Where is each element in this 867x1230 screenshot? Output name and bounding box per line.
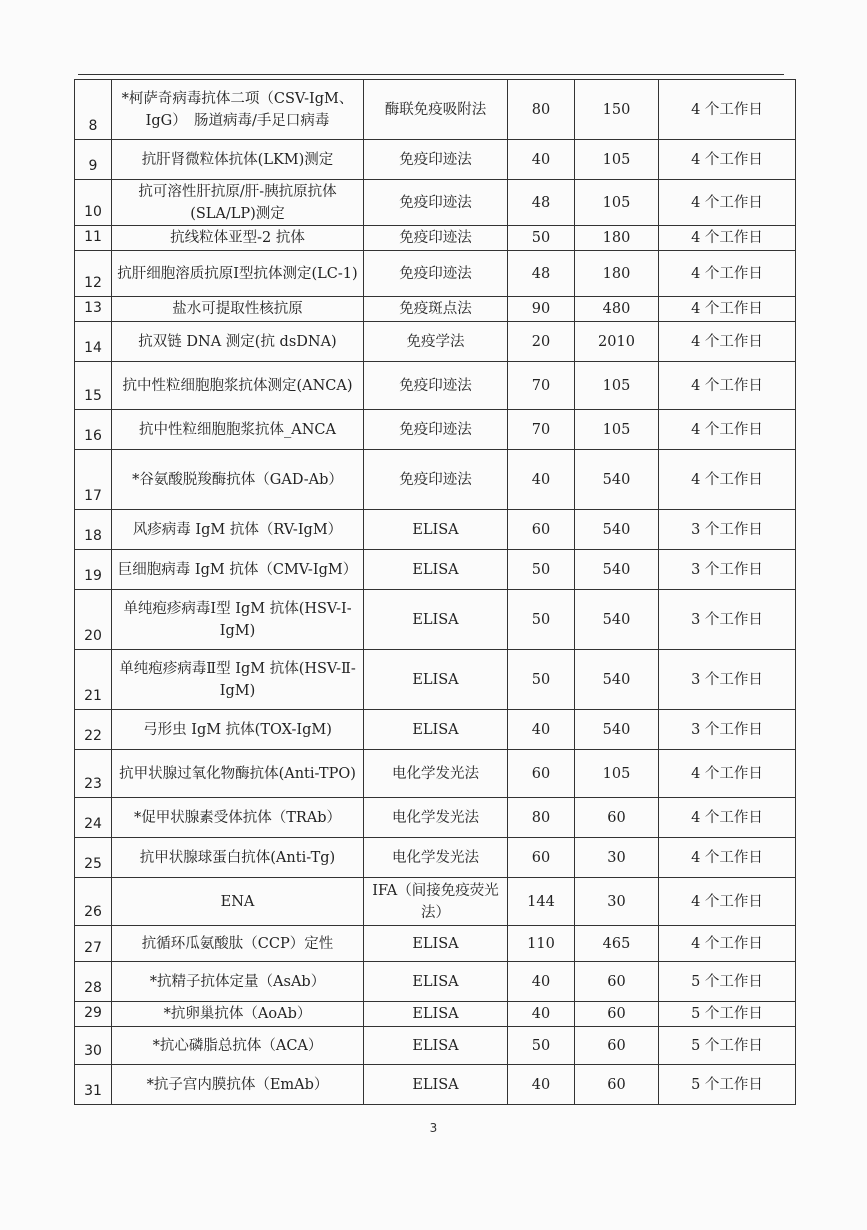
sample-count: 40 <box>508 450 575 510</box>
sample-count: 60 <box>508 838 575 878</box>
row-number: 8 <box>75 80 112 140</box>
turnaround-time: 4 个工作日 <box>659 322 796 362</box>
table-row <box>75 750 796 798</box>
price: 30 <box>575 878 659 926</box>
test-name: 抗可溶性肝抗原/肝-胰抗原抗体(SLA/LP)测定 <box>112 180 364 226</box>
table-row <box>75 878 796 926</box>
test-name: 单纯疱疹病毒Ⅰ型 IgM 抗体(HSV-Ⅰ-IgM) <box>112 590 364 650</box>
test-name: ENA <box>112 878 364 926</box>
test-method: ELISA <box>364 550 508 590</box>
row-number: 15 <box>75 362 112 410</box>
turnaround-time: 3 个工作日 <box>659 650 796 710</box>
row-number: 11 <box>75 226 112 251</box>
price: 60 <box>575 1027 659 1065</box>
test-name: 抗肝细胞溶质抗原Ⅰ型抗体测定(LC-1) <box>112 251 364 297</box>
table-row <box>75 838 796 878</box>
test-method: IFA（间接免疫荧光法） <box>364 878 508 926</box>
turnaround-time: 4 个工作日 <box>659 362 796 410</box>
price: 540 <box>575 590 659 650</box>
sample-count: 20 <box>508 322 575 362</box>
test-method: ELISA <box>364 590 508 650</box>
sample-count: 50 <box>508 226 575 251</box>
test-method: ELISA <box>364 962 508 1002</box>
test-name: 巨细胞病毒 IgM 抗体（CMV-IgM） <box>112 550 364 590</box>
row-number: 19 <box>75 550 112 590</box>
test-name: *促甲状腺素受体抗体（TRAb） <box>112 798 364 838</box>
sample-count: 40 <box>508 962 575 1002</box>
test-method: ELISA <box>364 710 508 750</box>
row-number: 21 <box>75 650 112 710</box>
price: 105 <box>575 140 659 180</box>
sample-count: 60 <box>508 750 575 798</box>
test-name: 抗双链 DNA 测定(抗 dsDNA) <box>112 322 364 362</box>
sample-count: 70 <box>508 410 575 450</box>
turnaround-time: 4 个工作日 <box>659 926 796 962</box>
price: 540 <box>575 550 659 590</box>
test-method: ELISA <box>364 1002 508 1027</box>
table-row <box>75 962 796 1002</box>
row-number: 29 <box>75 1002 112 1027</box>
row-number: 27 <box>75 926 112 962</box>
table-row <box>75 1027 796 1065</box>
turnaround-time: 3 个工作日 <box>659 590 796 650</box>
turnaround-time: 5 个工作日 <box>659 1065 796 1105</box>
test-name: 风疹病毒 IgM 抗体（RV-IgM） <box>112 510 364 550</box>
price: 180 <box>575 226 659 251</box>
turnaround-time: 4 个工作日 <box>659 410 796 450</box>
turnaround-time: 4 个工作日 <box>659 80 796 140</box>
table-row <box>75 297 796 322</box>
test-name: 抗肝肾微粒体抗体(LKM)测定 <box>112 140 364 180</box>
price: 150 <box>575 80 659 140</box>
sample-count: 70 <box>508 362 575 410</box>
table-row <box>75 1002 796 1027</box>
price: 60 <box>575 1065 659 1105</box>
price: 60 <box>575 962 659 1002</box>
test-method: 免疫印迹法 <box>364 362 508 410</box>
test-method: ELISA <box>364 650 508 710</box>
test-name: 抗线粒体亚型-2 抗体 <box>112 226 364 251</box>
table-row <box>75 450 796 510</box>
table-row <box>75 510 796 550</box>
page-number: 3 <box>429 1121 438 1135</box>
test-method: 电化学发光法 <box>364 750 508 798</box>
row-number: 14 <box>75 322 112 362</box>
price: 105 <box>575 180 659 226</box>
turnaround-time: 4 个工作日 <box>659 140 796 180</box>
test-method: 电化学发光法 <box>364 798 508 838</box>
turnaround-time: 4 个工作日 <box>659 838 796 878</box>
test-method: ELISA <box>364 510 508 550</box>
turnaround-time: 4 个工作日 <box>659 878 796 926</box>
turnaround-time: 4 个工作日 <box>659 750 796 798</box>
test-name: 单纯疱疹病毒Ⅱ型 IgM 抗体(HSV-Ⅱ-IgM) <box>112 650 364 710</box>
test-method: 免疫印迹法 <box>364 251 508 297</box>
table-row <box>75 251 796 297</box>
turnaround-time: 3 个工作日 <box>659 510 796 550</box>
test-name: *抗卵巢抗体（AoAb） <box>112 1002 364 1027</box>
price: 540 <box>575 650 659 710</box>
test-method: 免疫印迹法 <box>364 410 508 450</box>
sample-count: 48 <box>508 251 575 297</box>
test-name: 抗循环瓜氨酸肽（CCP）定性 <box>112 926 364 962</box>
test-name: 抗中性粒细胞胞浆抗体测定(ANCA) <box>112 362 364 410</box>
sample-count: 110 <box>508 926 575 962</box>
turnaround-time: 4 个工作日 <box>659 297 796 322</box>
test-method: 免疫印迹法 <box>364 450 508 510</box>
turnaround-time: 4 个工作日 <box>659 180 796 226</box>
test-method: 酶联免疫吸附法 <box>364 80 508 140</box>
price: 2010 <box>575 322 659 362</box>
table-row <box>75 362 796 410</box>
table-row <box>75 226 796 251</box>
test-method: ELISA <box>364 1065 508 1105</box>
test-method: ELISA <box>364 1027 508 1065</box>
price: 480 <box>575 297 659 322</box>
price: 60 <box>575 1002 659 1027</box>
sample-count: 40 <box>508 140 575 180</box>
row-number: 16 <box>75 410 112 450</box>
turnaround-time: 5 个工作日 <box>659 962 796 1002</box>
price: 105 <box>575 750 659 798</box>
row-number: 28 <box>75 962 112 1002</box>
test-method: 免疫印迹法 <box>364 226 508 251</box>
sample-count: 48 <box>508 180 575 226</box>
test-name: *抗精子抗体定量（AsAb） <box>112 962 364 1002</box>
header-rule <box>78 74 784 75</box>
price: 540 <box>575 510 659 550</box>
turnaround-time: 4 个工作日 <box>659 798 796 838</box>
test-method: 电化学发光法 <box>364 838 508 878</box>
sample-count: 40 <box>508 1065 575 1105</box>
row-number: 26 <box>75 878 112 926</box>
sample-count: 50 <box>508 650 575 710</box>
price: 465 <box>575 926 659 962</box>
price: 540 <box>575 710 659 750</box>
turnaround-time: 4 个工作日 <box>659 251 796 297</box>
table-row <box>75 798 796 838</box>
turnaround-time: 3 个工作日 <box>659 710 796 750</box>
row-number: 17 <box>75 450 112 510</box>
row-number: 31 <box>75 1065 112 1105</box>
price: 180 <box>575 251 659 297</box>
row-number: 13 <box>75 297 112 322</box>
test-method: 免疫印迹法 <box>364 140 508 180</box>
sample-count: 90 <box>508 297 575 322</box>
sample-count: 144 <box>508 878 575 926</box>
test-name: 抗甲状腺球蛋白抗体(Anti-Tg) <box>112 838 364 878</box>
turnaround-time: 4 个工作日 <box>659 450 796 510</box>
sample-count: 80 <box>508 798 575 838</box>
row-number: 30 <box>75 1027 112 1065</box>
test-method: 免疫学法 <box>364 322 508 362</box>
test-method: ELISA <box>364 926 508 962</box>
table-row <box>75 410 796 450</box>
row-number: 25 <box>75 838 112 878</box>
test-name: 弓形虫 IgM 抗体(TOX-IgM) <box>112 710 364 750</box>
row-number: 23 <box>75 750 112 798</box>
price: 30 <box>575 838 659 878</box>
table-row <box>75 590 796 650</box>
test-name: 盐水可提取性核抗原 <box>112 297 364 322</box>
row-number: 9 <box>75 140 112 180</box>
table-row <box>75 322 796 362</box>
price: 60 <box>575 798 659 838</box>
table-row <box>75 1065 796 1105</box>
test-name: 抗中性粒细胞胞浆抗体_ANCA <box>112 410 364 450</box>
turnaround-time: 3 个工作日 <box>659 550 796 590</box>
test-items-table <box>74 79 796 1105</box>
test-method: 免疫印迹法 <box>364 180 508 226</box>
test-name: 抗甲状腺过氧化物酶抗体(Anti-TPO) <box>112 750 364 798</box>
price: 540 <box>575 450 659 510</box>
test-name: *谷氨酸脱羧酶抗体（GAD-Ab） <box>112 450 364 510</box>
table-row <box>75 180 796 226</box>
test-method: 免疫斑点法 <box>364 297 508 322</box>
row-number: 10 <box>75 180 112 226</box>
turnaround-time: 5 个工作日 <box>659 1002 796 1027</box>
row-number: 24 <box>75 798 112 838</box>
table-row <box>75 710 796 750</box>
row-number: 12 <box>75 251 112 297</box>
sample-count: 40 <box>508 1002 575 1027</box>
sample-count: 50 <box>508 590 575 650</box>
sample-count: 40 <box>508 710 575 750</box>
sample-count: 50 <box>508 1027 575 1065</box>
table-row <box>75 926 796 962</box>
table-row <box>75 140 796 180</box>
table-row <box>75 650 796 710</box>
sample-count: 50 <box>508 550 575 590</box>
price: 105 <box>575 410 659 450</box>
sample-count: 60 <box>508 510 575 550</box>
table-row <box>75 80 796 140</box>
test-name: *抗心磷脂总抗体（ACA） <box>112 1027 364 1065</box>
price: 105 <box>575 362 659 410</box>
turnaround-time: 4 个工作日 <box>659 226 796 251</box>
sample-count: 80 <box>508 80 575 140</box>
row-number: 18 <box>75 510 112 550</box>
table-row <box>75 550 796 590</box>
row-number: 20 <box>75 590 112 650</box>
test-name: *抗子宫内膜抗体（EmAb） <box>112 1065 364 1105</box>
turnaround-time: 5 个工作日 <box>659 1027 796 1065</box>
row-number: 22 <box>75 710 112 750</box>
test-name: *柯萨奇病毒抗体二项（CSV-IgM、IgG） 肠道病毒/手足口病毒 <box>112 80 364 140</box>
